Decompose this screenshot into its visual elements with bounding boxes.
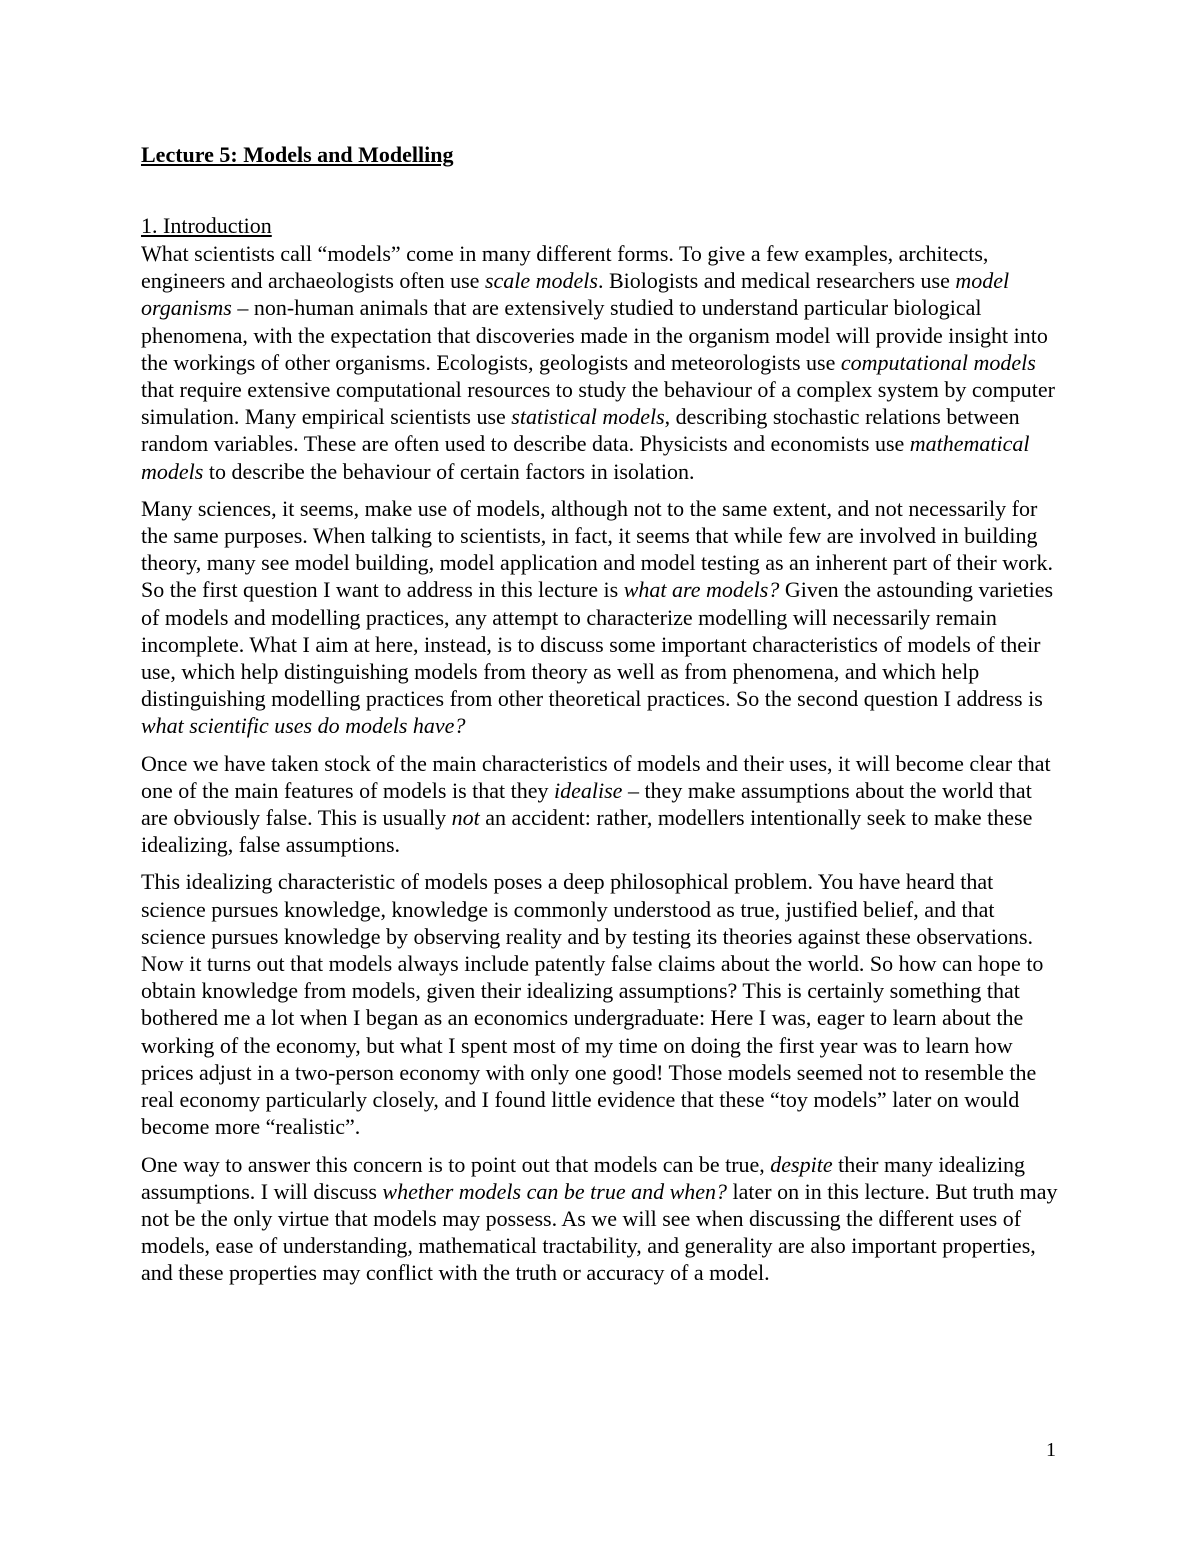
body-text: [141, 240, 1061, 1287]
section-heading-introduction: 1. Introduction: [141, 213, 272, 238]
italic-phrase: what are models?: [623, 577, 780, 603]
document-page: [141, 138, 1061, 1297]
italic-phrase: what scientific uses do models have?: [141, 713, 466, 739]
document-title: Lecture 5: Models and Modelling: [141, 142, 454, 167]
paragraph: [141, 240, 1061, 485]
text-run: later on in this lecture. But truth may not be the only virtue that models may possess. As we will see when discussing the different uses of models, ease of understanding, mathematical tractability, and generality are also important properties, and these properties may conflict with the truth or accuracy of a model.: [141, 1178, 1058, 1286]
italic-phrase: whether models can be true and when?: [382, 1178, 728, 1204]
paragraph: [141, 750, 1061, 859]
text-run: This idealizing characteristic of models poses a deep philosophical problem. You have heard that science pursues knowledge, knowledge is commonly understood as true, justified belief, and that science pursues knowledge by observing reality and by testing its theories against these observations. Now it turns out that models always include patently false claims about the world. So how can hope to obtain knowledge from models, given their idealizing assumptions? This is certainly something that bothered me a lot when I began as an economics undergraduate: Here I was, eager to learn about the working of the economy, but what I spent most of my time on doing the first year was to learn how prices adjust in a two-person economy with only one good! Those models seemed not to resemble the real economy particularly closely, and I found little evidence that these “toy models” later on would become more “realistic”.: [141, 869, 1044, 1140]
italic-phrase: despite: [770, 1151, 833, 1177]
paragraph: [141, 1151, 1061, 1287]
text-run: What scientists call “models” come in many different forms. To give a few examples, architects, engineers and archaeologists often use: [141, 241, 989, 294]
text-run: . Biologists and medical researchers use: [597, 268, 956, 294]
text-run: – they make assumptions about the world that are obviously false. This is usually: [141, 777, 1032, 831]
italic-phrase: mathematical models: [141, 431, 1030, 484]
text-run: Given the astounding varieties of models and modelling practices, any attempt to characterize modelling will necessarily remain incomplete. What I aim at here, instead, is to discuss some important characteristics of models of their use, which help distinguishing models from theory as well as from phenomena, and which help distinguishing modelling practices from other theoretical practices. So the second question I address is: [141, 577, 1054, 712]
text-run: , describing stochastic relations between random variables. These are often used to describe data. Physicists and economists use: [141, 404, 1020, 457]
text-run: Many sciences, it seems, make use of models, although not to the same extent, and not necessarily for the same purposes. When talking to scientists, in fact, it seems that while few are involved in building theory, many see model building, model application and model testing as an inherent part of their work. So the first question I want to address in this lecture is: [141, 495, 1053, 603]
italic-phrase: idealise: [554, 777, 623, 803]
text-run: – non-human animals that are extensively studied to understand particular biological phenomena, with the expectation that discoveries made in the organism model will provide insight into the workings of other organisms. Ecologists, geologists and meteorologists use: [141, 295, 1048, 375]
italic-phrase: not: [451, 805, 480, 831]
text-run: One way to answer this concern is to point out that models can be true,: [141, 1151, 771, 1177]
text-run: their many idealizing assumptions. I will discuss: [141, 1151, 1026, 1204]
text-run: an accident: rather, modellers intentionally seek to make these idealizing, false assumptions.: [141, 805, 1033, 858]
text-run: Once we have taken stock of the main characteristics of models and their uses, it will become clear that one of the main features of models is that they: [141, 750, 1051, 803]
page-number: 1: [1046, 1439, 1056, 1461]
italic-phrase: statistical models: [511, 404, 665, 430]
text-run: that require extensive computational resources to study the behaviour of a complex system by computer simulation. Many empirical scientists use: [141, 377, 1055, 430]
italic-phrase: computational models: [840, 349, 1036, 375]
italic-phrase: scale models: [484, 268, 598, 294]
italic-phrase: model organisms: [141, 268, 1010, 321]
paragraph: [141, 495, 1061, 740]
text-run: to describe the behaviour of certain factors in isolation.: [203, 458, 695, 484]
paragraph: [141, 868, 1061, 1140]
